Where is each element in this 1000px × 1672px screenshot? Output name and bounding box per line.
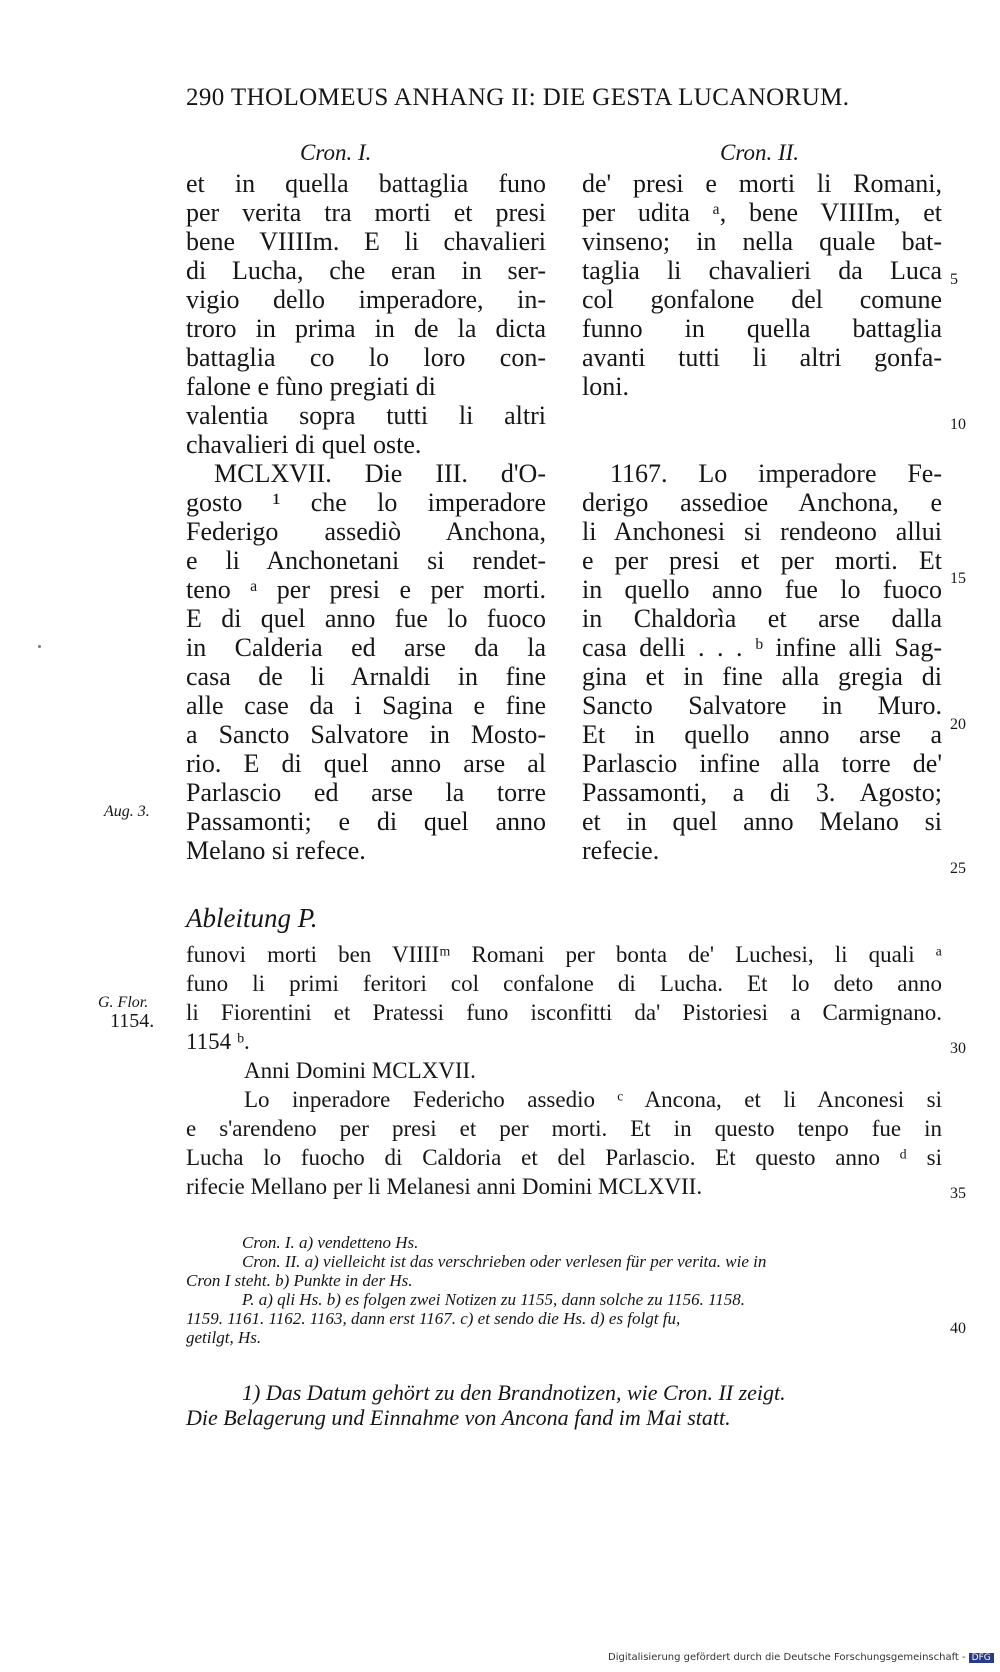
column-line: li Anchonesi si rendeono allui — [582, 517, 942, 546]
footnote-line: 1) Das Datum gehört zu den Brandnotizen, wie Cron. II zeigt. — [242, 1380, 786, 1405]
margin-date-gflor: G. Flor. — [98, 994, 149, 1011]
column-line: col gonfalone del comune — [582, 285, 942, 314]
line-number: 5 — [950, 271, 958, 288]
dfg-logo: DFG — [969, 1653, 994, 1663]
column-line: derigo assedioe Anchona, e — [582, 488, 942, 517]
column-line: di Lucha, che eran in ser- — [186, 256, 546, 285]
column-line: gosto ¹ che lo imperadore — [186, 488, 546, 517]
column-line: MCLXVII. Die III. d'O- — [214, 459, 546, 488]
ableitung-text — [186, 940, 942, 1201]
column-cron-i — [186, 169, 546, 865]
footnote — [186, 1380, 942, 1430]
text-line: Lo inperadore Federicho assedio ᶜ Ancona, et li Anconesi si — [244, 1087, 942, 1112]
column-line: gina et in fine alla gregia di — [582, 662, 942, 691]
apparatus-line: getilgt, Hs. — [186, 1328, 262, 1347]
line-number: 25 — [950, 860, 966, 877]
column-line: battaglia co lo loro con- — [186, 343, 546, 372]
column-line: a Sancto Salvatore in Mosto- — [186, 720, 546, 749]
column-line: avanti tutti li altri gonfa- — [582, 343, 942, 372]
section-title-ableitung: Ableitung P. — [186, 903, 318, 933]
column-line: bene VIIIIm. E li chavalieri — [186, 227, 546, 256]
text-line: Lucha lo fuocho di Caldoria et del Parlascio. Et questo anno ᵈ si — [186, 1145, 942, 1170]
column-line: alle case da i Sagina e fine — [186, 691, 546, 720]
column-line: Federigo assediò Anchona, — [186, 517, 546, 546]
column-line: casa delli . . . ᵇ infine alli Sag- — [582, 633, 942, 662]
text-line: Anni Domini MCLXVII. — [244, 1058, 476, 1083]
column-line — [582, 401, 942, 430]
scan-speck — [38, 645, 41, 648]
column-line: in quello anno fue lo fuoco — [582, 575, 942, 604]
line-number: 30 — [950, 1040, 966, 1057]
footnote-line: Die Belagerung und Einnahme von Ancona fand im Mai statt. — [186, 1405, 731, 1430]
apparatus-line: Cron. II. a) vielleicht ist das verschrieben oder verlesen für per verita. wie in — [242, 1252, 767, 1271]
column-cron-ii — [582, 169, 942, 865]
apparatus-line: 1159. 1161. 1162. 1163, dann erst 1167. c) et sendo die Hs. d) es folgt fu, — [186, 1309, 681, 1328]
column-line: loni. — [582, 372, 629, 401]
column-line — [582, 430, 942, 459]
column-line: taglia li chavalieri da Luca — [582, 256, 942, 285]
line-number: 20 — [950, 716, 966, 733]
column-line: rio. E di quel anno arse al — [186, 749, 546, 778]
apparatus-line: Cron. I. a) vendetteno Hs. — [242, 1233, 419, 1252]
column-line: teno ᵃ per presi e per morti. — [186, 575, 546, 604]
column-line: falone e fùno pregiati di — [186, 372, 436, 401]
text-line: funovi morti ben VIIIIᵐ Romani per bonta de' Luchesi, li quali ᵃ — [186, 942, 942, 967]
column-line: Et in quello anno arse a — [582, 720, 942, 749]
column-line: troro in prima in de la dicta — [186, 314, 546, 343]
column-line: Passamonti, a di 3. Agosto; — [582, 778, 942, 807]
column-line: E di quel anno fue lo fuoco — [186, 604, 546, 633]
column-line: valentia sopra tutti li altri — [186, 401, 546, 430]
column-line: casa de li Arnaldi in fine — [186, 662, 546, 691]
column-line: in Calderia ed arse da la — [186, 633, 546, 662]
column-line: chavalieri di quel oste. — [186, 430, 422, 459]
line-number: 15 — [950, 570, 966, 587]
column-line: e li Anchonetani si rendet- — [186, 546, 546, 575]
column-line: vinseno; in nella quale bat- — [582, 227, 942, 256]
text-line: e s'arendeno per presi et per morti. Et in questo tenpo fue in — [186, 1116, 942, 1141]
column-line: e per presi et per morti. Et — [582, 546, 942, 575]
apparatus-line: Cron I steht. b) Punkte in der Hs. — [186, 1271, 413, 1290]
column-line: Passamonti; e di quel anno — [186, 807, 546, 836]
column-line: de' presi e morti li Romani, — [582, 169, 942, 198]
margin-date-aug: Aug. 3. — [104, 803, 150, 820]
margin-date-gflor-year: 1154. — [110, 1010, 155, 1032]
critical-apparatus — [186, 1233, 942, 1347]
column-line: et in quella battaglia funo — [186, 169, 546, 198]
column-line: 1167. Lo imperadore Fe- — [610, 459, 942, 488]
line-number: 10 — [950, 416, 966, 433]
running-header: 290 THOLOMEUS ANHANG II: DIE GESTA LUCANORUM. — [186, 84, 850, 111]
credit-text: Digitalisierung gefördert durch die Deutsche Forschungsgemeinschaft - — [608, 1652, 966, 1663]
column-line: Melano si refece. — [186, 836, 366, 865]
apparatus-line: P. a) qli Hs. b) es folgen zwei Notizen zu 1155, dann solche zu 1156. 1158. — [242, 1290, 746, 1309]
column-line: per udita ᵃ, bene VIIIIm, et — [582, 198, 942, 227]
column-heading-cron-i: Cron. I. — [300, 140, 372, 165]
column-line: vigio dello imperadore, in- — [186, 285, 546, 314]
line-number: 40 — [950, 1320, 966, 1337]
column-line: Sancto Salvatore in Muro. — [582, 691, 942, 720]
column-line: Parlascio ed arse la torre — [186, 778, 546, 807]
column-line: et in quel anno Melano si — [582, 807, 942, 836]
column-line: refecie. — [582, 836, 660, 865]
column-line: funno in quella battaglia — [582, 314, 942, 343]
digitization-credit — [608, 1652, 994, 1663]
text-line: funo li primi feritori col confalone di Lucha. Et lo deto anno — [186, 971, 942, 996]
line-number: 35 — [950, 1185, 966, 1202]
column-line: Parlascio infine alla torre de' — [582, 749, 942, 778]
column-line: in Chaldorìa et arse dalla — [582, 604, 942, 633]
column-line: per verita tra morti et presi — [186, 198, 546, 227]
column-heading-cron-ii: Cron. II. — [720, 140, 800, 165]
text-line: rifecie Mellano per li Melanesi anni Domini MCLXVII. — [186, 1174, 703, 1199]
text-line: li Fiorentini et Pratessi funo isconfitti da' Pistoriesi a Carmignano. — [186, 1000, 942, 1025]
text-line: 1154 ᵇ. — [186, 1029, 250, 1054]
